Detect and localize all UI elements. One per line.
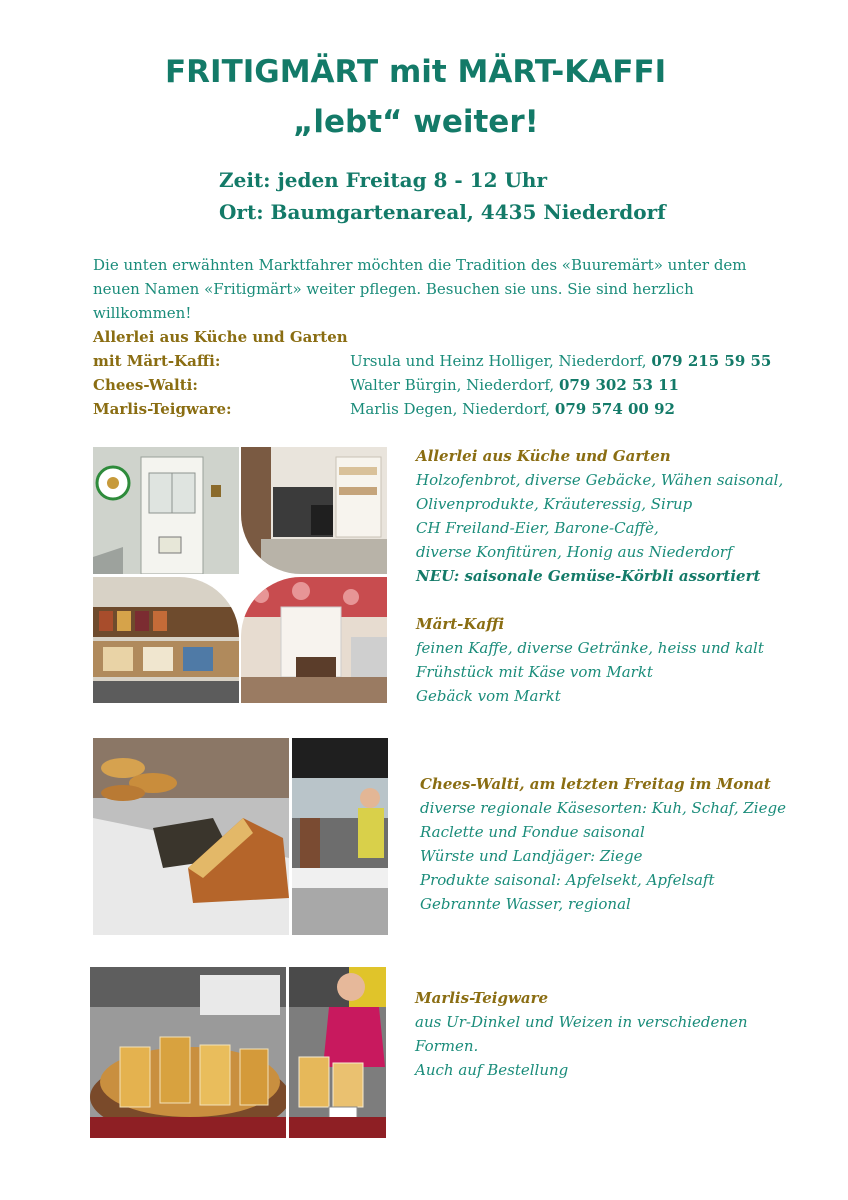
section-line: Raclette und Fondue saisonal xyxy=(420,823,645,841)
vendor-phone: 079 215 59 55 xyxy=(651,352,772,370)
vendor-name: Ursula und Heinz Holliger, Niederdorf, xyxy=(350,352,652,370)
cafe-room-photo xyxy=(241,577,387,703)
section-line: Produkte saisonal: Apfelsekt, Apfelsaft xyxy=(420,871,715,889)
section-line: diverse regionale Käsesorten: Kuh, Schaf, Ziege xyxy=(420,799,786,817)
pasta-basket-photo xyxy=(90,967,286,1138)
section-line: feinen Kaffe, diverse Getränke, heiss und kalt xyxy=(416,639,764,657)
title-line-2: „lebt“ weiter! xyxy=(293,104,539,140)
section-heading: Marlis-Teigware xyxy=(415,989,549,1007)
pasta-vendor-photo xyxy=(289,967,386,1138)
section-line: Formen. xyxy=(415,1037,479,1055)
kueche-section xyxy=(416,444,783,588)
section-line: Holzofenbrot, diverse Gebäcke, Wähen saisonal, xyxy=(416,471,784,489)
vendor-phone: 079 574 00 92 xyxy=(554,400,675,418)
vendor-label: Chees-Walti: xyxy=(93,376,198,394)
section-heading: Märt-Kaffi xyxy=(416,615,505,633)
vendor-name: Walter Bürgin, Niederdorf, xyxy=(350,376,559,394)
section-highlight: NEU: saisonale Gemüse-Körbli assortiert xyxy=(416,567,761,585)
section-line: Gebäck vom Markt xyxy=(416,687,561,705)
vendor-phone: 079 302 53 11 xyxy=(558,376,679,394)
vendor-heading: Allerlei aus Küche und Garten xyxy=(93,328,348,346)
title-line-1: FRITIGMÄRT mit MÄRT-KAFFI xyxy=(165,54,667,90)
section-line: Olivenprodukte, Kräuteressig, Sirup xyxy=(416,495,693,513)
section-line: Frühstück mit Käse vom Markt xyxy=(416,663,653,681)
kitchen-photo xyxy=(241,447,387,574)
vendor-label: mit Märt-Kaffi: xyxy=(93,352,221,370)
section-line: CH Freiland-Eier, Barone-Caffè, xyxy=(416,519,659,537)
section-line: diverse Konfitüren, Honig aus Niederdorf xyxy=(416,543,733,561)
section-heading: Chees-Walti, am letzten Freitag im Monat xyxy=(420,775,771,793)
chees-section xyxy=(420,772,786,916)
section-line: aus Ur-Dinkel und Weizen in verschiedenen xyxy=(415,1013,748,1031)
shop-door-photo xyxy=(93,447,239,574)
vendor-label: Marlis-Teigware: xyxy=(93,400,232,418)
section-line: Gebrannte Wasser, regional xyxy=(420,895,631,913)
cheese-photo xyxy=(93,738,289,935)
vendor-name: Marlis Degen, Niederdorf, xyxy=(350,400,555,418)
intro-text: Die unten erwähnten Marktfahrer möchten die Tradition des «Buuremärt» unter dem neuen Namen «Fritigmärt» weiter pflegen. Besuchen sie uns. Sie sind herzlich willkommen! xyxy=(93,256,747,322)
section-heading: Allerlei aus Küche und Garten xyxy=(416,447,671,465)
section-line: Auch auf Bestellung xyxy=(415,1061,569,1079)
kaffi-section xyxy=(416,612,764,708)
teig-section xyxy=(415,986,748,1082)
products-shelf-photo xyxy=(93,577,239,703)
cheese-stand-photo xyxy=(292,738,388,935)
place-info: Ort: Baumgartenareal, 4435 Niederdorf xyxy=(219,200,666,224)
section-line: Würste und Landjäger: Ziege xyxy=(420,847,643,865)
time-info: Zeit: jeden Freitag 8 - 12 Uhr xyxy=(219,168,547,192)
